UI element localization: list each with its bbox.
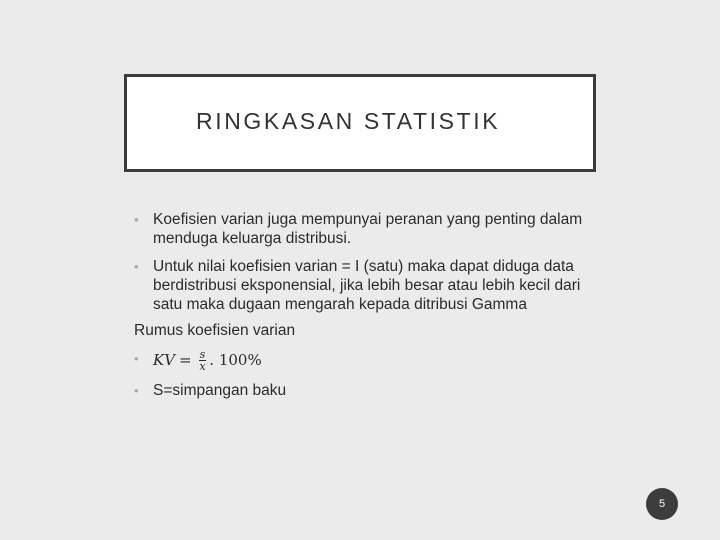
formula-heading: Rumus koefisien varian bbox=[134, 322, 296, 339]
bullet-icon: • bbox=[134, 351, 139, 366]
bullet-item bbox=[134, 210, 594, 248]
formula-rest: . 100% bbox=[209, 351, 262, 369]
formula-fraction bbox=[199, 349, 207, 372]
formula bbox=[153, 349, 262, 372]
formula-lhs: KV bbox=[153, 351, 176, 369]
slide-title: RINGKASAN STATISTIK bbox=[196, 108, 501, 134]
bullet-text: S=simpangan baku bbox=[153, 382, 287, 399]
formula-denominator: x bbox=[199, 360, 206, 373]
page-number-badge: 5 bbox=[646, 488, 678, 520]
bullet-text: Untuk nilai koefisien varian = I (satu) maka dapat diduga data berdistribusi eksponensial, jika lebih besar atau lebih kecil dari satu maka dugaan mengarah kepada ditribusi Gamma bbox=[153, 258, 581, 313]
bullet-icon: • bbox=[134, 212, 139, 227]
formula-numerator: s bbox=[199, 348, 206, 361]
slide-content bbox=[134, 210, 594, 400]
bullet-item bbox=[134, 257, 594, 314]
bullet-icon: • bbox=[134, 383, 139, 398]
bullet-text: Koefisien varian juga mempunyai peranan yang penting dalam menduga keluarga distribusi. bbox=[153, 211, 583, 247]
formula-equals: = bbox=[179, 351, 192, 369]
bullet-item bbox=[134, 381, 594, 400]
bullet-icon: • bbox=[134, 259, 139, 274]
formula-item bbox=[134, 349, 594, 372]
